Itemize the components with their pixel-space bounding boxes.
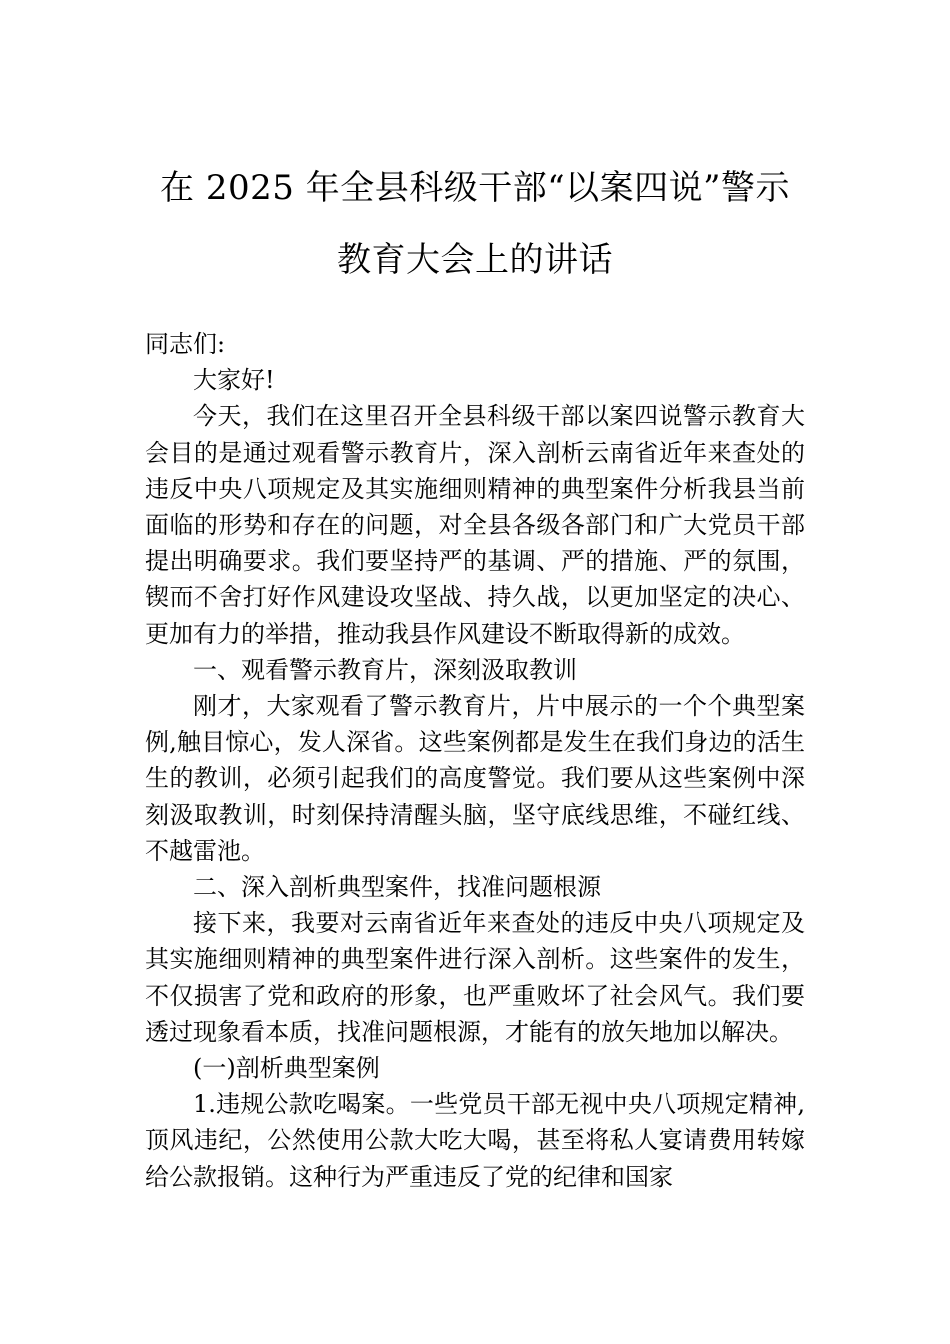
document-title-line-2: 教育大会上的讲话 (337, 240, 613, 280)
paragraph-case-1: 1.违规公款吃喝案。一些党员干部无视中央八项规定精神,顶风违纪，公然使用公款大吃大喝，甚至将私人宴请费用转嫁给公款报销。这种行为严重违反了党的纪律和国家 (145, 1090, 805, 1191)
document-title-line-1: 在 2025 年全县科级干部“以案四说”警示 (160, 168, 790, 208)
document-body (145, 326, 805, 1195)
greeting: 大家好! (193, 366, 275, 395)
paragraph-section-2: 接下来，我要对云南省近年来查处的违反中央八项规定及其实施细则精神的典型案件进行深入剖析。这些案件的发生，不仅损害了党和政府的形象，也严重败坏了社会风气。我们要透过现象看本质，找准问题根源，才能有的放矢地加以解决。 (145, 909, 805, 1046)
subsection-heading-1: (一)剖析典型案例 (193, 1054, 380, 1083)
section-heading-1: 一、观看警示教育片，深刻汲取教训 (193, 655, 577, 684)
salutation: 同志们: (145, 330, 226, 358)
paragraph-section-1: 刚才，大家观看了警示教育片，片中展示的一个个典型案例,触目惊心，发人深省。这些案例都是发生在我们身边的活生生的教训，必须引起我们的高度警觉。我们要从这些案例中深刻汲取教训，时刻保持清醒头脑，坚守底线思维，不碰红线、不越雷池。 (145, 692, 805, 865)
paragraph-intro: 今天，我们在这里召开全县科级干部以案四说警示教育大会目的是通过观看警示教育片，深入剖析云南省近年来查处的违反中央八项规定及其实施细则精神的典型案件分析我县当前面临的形势和存在的问题，对全县各级各部门和广大党员干部提出明确要求。我们要坚持严的基调、严的措施、严的氛围，锲而不舍打好作风建设攻坚战、持久战，以更加坚定的决心、更加有力的举措，推动我县作风建设不断取得新的成效。 (145, 402, 805, 648)
section-heading-2: 二、深入剖析典型案件，找准问题根源 (193, 873, 601, 902)
